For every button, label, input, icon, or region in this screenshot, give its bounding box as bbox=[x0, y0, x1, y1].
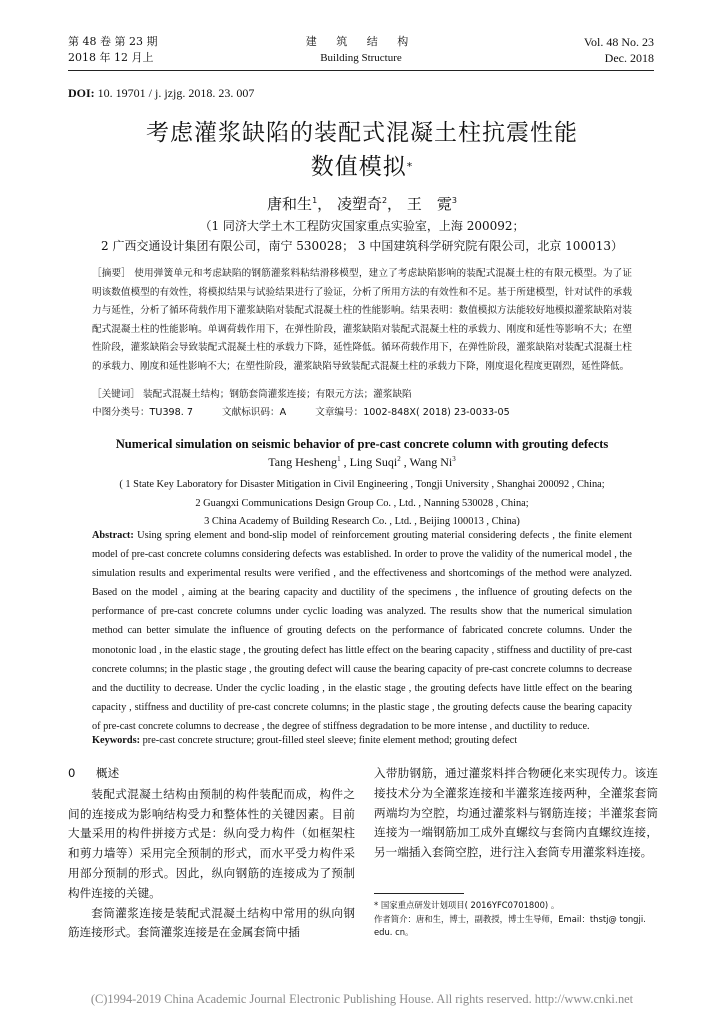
abstract-zh bbox=[92, 265, 632, 377]
affiliation-line-en: 2 Guangxi Communications Design Group Co. , Ltd. , Nanning 530028 , China; bbox=[195, 497, 529, 509]
author-affil-sup: 2 bbox=[397, 455, 401, 463]
affiliation-line: 2 广西交通设计集团有限公司，南宁 530028； 3 中国建筑科学研究院有限公司，北京 100013） bbox=[101, 239, 623, 253]
abstract-zh-label: ［摘要］ bbox=[92, 268, 132, 279]
section-number: 0 bbox=[68, 766, 76, 780]
author-sep: , bbox=[400, 455, 410, 469]
keywords-en-text: pre-cast concrete structure; grout-filled steel sleeve; finite element method; grouting defect bbox=[140, 735, 518, 746]
footnotes bbox=[374, 899, 658, 940]
doi-label: DOI: bbox=[68, 86, 95, 100]
section-heading bbox=[68, 764, 355, 784]
abstract-en-label: Abstract: bbox=[92, 530, 134, 541]
title-line-1: 考虑灌浆缺陷的装配式混凝土柱抗震性能 bbox=[146, 120, 578, 146]
article-number: 文章编号：1002-848X( 2018) 23-0033-05 bbox=[315, 407, 510, 418]
classification-zh bbox=[92, 404, 632, 418]
affiliation-line-en: ( 1 State Key Laboratory for Disaster Mitigation in Civil Engineering , Tongji University , Shanghai 200092 , China; bbox=[119, 479, 605, 490]
running-header bbox=[68, 34, 654, 68]
author-name-en: Tang Hesheng bbox=[268, 455, 338, 469]
author-name: 唐和生 bbox=[267, 195, 313, 213]
author-affil-sup: 1 bbox=[337, 455, 341, 463]
header-rule bbox=[68, 70, 654, 71]
keywords-zh-text: 装配式混凝土结构；钢筋套筒灌浆连接；有限元方法；灌浆缺陷 bbox=[143, 389, 412, 400]
author-list bbox=[0, 193, 724, 214]
section-title: 概述 bbox=[96, 766, 120, 780]
title-line-2 bbox=[60, 150, 664, 184]
body-paragraph-continued: 入带肋钢筋，通过灌浆料拌合物硬化来实现传力。该连接技术分为全灌浆连接和半灌浆连接两种，全灌浆套筒两端均为空腔，均通过灌浆料与钢筋连接；半灌浆套筒连接为一端钢筋加工成外直螺纹与套筒内直螺纹连接，另一端插入套筒空腔，进行注入套筒专用灌浆料连接。 bbox=[374, 766, 658, 860]
doi-value: 10. 19701 / j. jzjg. 2018. 23. 007 bbox=[94, 86, 255, 100]
title-line-2-text: 数值模拟 bbox=[310, 154, 407, 180]
author-name: 王 霓 bbox=[406, 195, 452, 213]
footnote-author: 作者简介：唐和生，博士，副教授，博士生导师，Email：thstj@ tongji. edu. cn。 bbox=[374, 913, 646, 937]
author-name-en: Ling Suqi bbox=[349, 455, 398, 469]
author-name: 凌塑奇 bbox=[336, 195, 382, 213]
affiliation-line-en: 3 China Academy of Building Research Co. , Ltd. , Beijing 100013 , China) bbox=[204, 516, 520, 527]
document-code: 文献标识码：A bbox=[222, 407, 287, 418]
keywords-en-label: Keywords: bbox=[92, 735, 141, 746]
author-list-en bbox=[0, 455, 724, 470]
author-affil-sup: 3 bbox=[452, 455, 456, 463]
paper-title-en: Numerical simulation on seismic behavior of pre-cast concrete column with grouting defects bbox=[115, 437, 609, 451]
header-issue-en bbox=[584, 34, 654, 66]
header-volume-en: Vol. 48 No. 23 bbox=[583, 35, 654, 49]
author-affil-sup: 3 bbox=[451, 196, 457, 205]
header-date-en: Dec. 2018 bbox=[604, 51, 654, 65]
paper-title bbox=[60, 116, 664, 184]
author-sep: ， bbox=[317, 195, 337, 213]
body-column-left bbox=[68, 764, 355, 943]
footnote-fund: * 国家重点研发计划项目( 2016YFC0701800) 。 bbox=[374, 900, 560, 910]
keywords-zh-label: ［关键词］ bbox=[92, 389, 140, 400]
author-sep: ， bbox=[387, 195, 407, 213]
keywords-en bbox=[92, 735, 632, 746]
footnote-rule bbox=[374, 893, 464, 894]
abstract-zh-text: 使用弹簧单元和考虑缺陷的钢筋灌浆料粘结滑移模型，建立了考虑缺陷影响的装配式混凝土柱的有限元模型。为了证明该数值模型的有效性，将模拟结果与试验结果进行了验证，分析了所用方法的有效性和不足。基于所建模型，针对试件的承载力与延性，分析了循环荷载作用下灌浆缺陷对装配式混凝土柱的性能影响。结果表明：数值模拟方法能较好地模拟灌浆缺陷对装配式混凝土柱的性能影响。单调荷载作用下，在弹性阶段，灌浆缺陷对装配式混凝土柱的承载力、刚度和延性等影响不大；在塑性阶段，灌浆缺陷会导致装配式混凝土柱的承载力下降，延性降低。循环荷载作用下，在弹性阶段，灌浆缺陷对装配式混凝土柱的承载力、刚度和延性影响不大；在塑性阶段，灌浆缺陷导致装配式混凝土柱的承载力下降，刚度退化程度更剧烈，延性降低。 bbox=[92, 268, 632, 372]
body-column-right bbox=[374, 764, 658, 863]
doi[interactable] bbox=[68, 86, 254, 101]
header-journal bbox=[68, 34, 654, 66]
header-journal-zh: 建 筑 结 构 bbox=[305, 35, 417, 48]
body-paragraph: 装配式混凝土结构由预制的构件装配而成，构件之间的连接成为影响结构受力和整体性的关键因素。目前大量采用的构件拼接方式是：纵向受力构件（如框架柱和剪力墙等）采用完全预制的形式，而水平受力构件采用部分预制的形式。因此，纵向钢筋的连接成为了预制构件连接的关键。 bbox=[68, 786, 355, 900]
copyright-footer: (C)1994-2019 China Academic Journal Electronic Publishing House. All rights reserved. http://www.cnki.net bbox=[90, 992, 634, 1006]
header-volume: 第 48 卷 第 23 期 bbox=[68, 35, 158, 48]
header-date-zh: 2018 年 12 月上 bbox=[68, 51, 154, 64]
affiliation-line: （1 同济大学土木工程防灾国家重点实验室，上海 200092； bbox=[199, 219, 525, 233]
abstract-en bbox=[92, 526, 632, 736]
author-affil-sup: 1 bbox=[312, 196, 318, 205]
author-sep: , bbox=[340, 455, 350, 469]
header-journal-en: Building Structure bbox=[320, 52, 402, 64]
affiliations-zh bbox=[60, 216, 664, 256]
author-name-en: Wang Ni bbox=[409, 455, 453, 469]
body-paragraph: 套筒灌浆连接是装配式混凝土结构中常用的纵向钢筋连接形式。套筒灌浆连接是在金属套筒中插 bbox=[68, 905, 355, 940]
keywords-zh bbox=[92, 386, 632, 400]
affiliations-en bbox=[70, 476, 654, 532]
author-affil-sup: 2 bbox=[381, 196, 388, 205]
title-fund-mark: * bbox=[406, 160, 414, 173]
abstract-en-text: Using spring element and bond-slip model of reinforcement grouting material considering defects , the finite element model of pre-cast concrete columns considering defects was established. In order to prove the validity of the numerical model , the simulation results and experimental results were verified , and the effectiveness and shortcomings of the method were analyzed. Based on the model , aiming at the bearing capacity and ductility of the specimens , the influence of grouting defects on the performance of pre-cast concrete columns under cyclic loading was analyzed. The results show that the numerical simulation method can better simulate the influence of grouting defects on the performance of fabricated concrete columns. Under the monotonic load , in the elastic stage , the grouting defect has little effect on the bearing capacity , stiffness and ductility of pre-cast concrete columns; in the plastic stage , the grouting defect will cause the bearing capacity of pre-cast concrete columns to decrease and the ductility to decrease. Under the cyclic loading , in the elastic stage , the grouting defects have little effect on the bearing capacity , stiffness and ductility of pre-cast concrete columns; in the plastic stage , the grouting defects cause the bearing capacity of pre-cast concrete columns to decrease , the degree of stiffness degradation to be more intense , and ductility to reduce. bbox=[92, 530, 632, 732]
clc-number: 中图分类号：TU398. 7 bbox=[92, 407, 193, 418]
